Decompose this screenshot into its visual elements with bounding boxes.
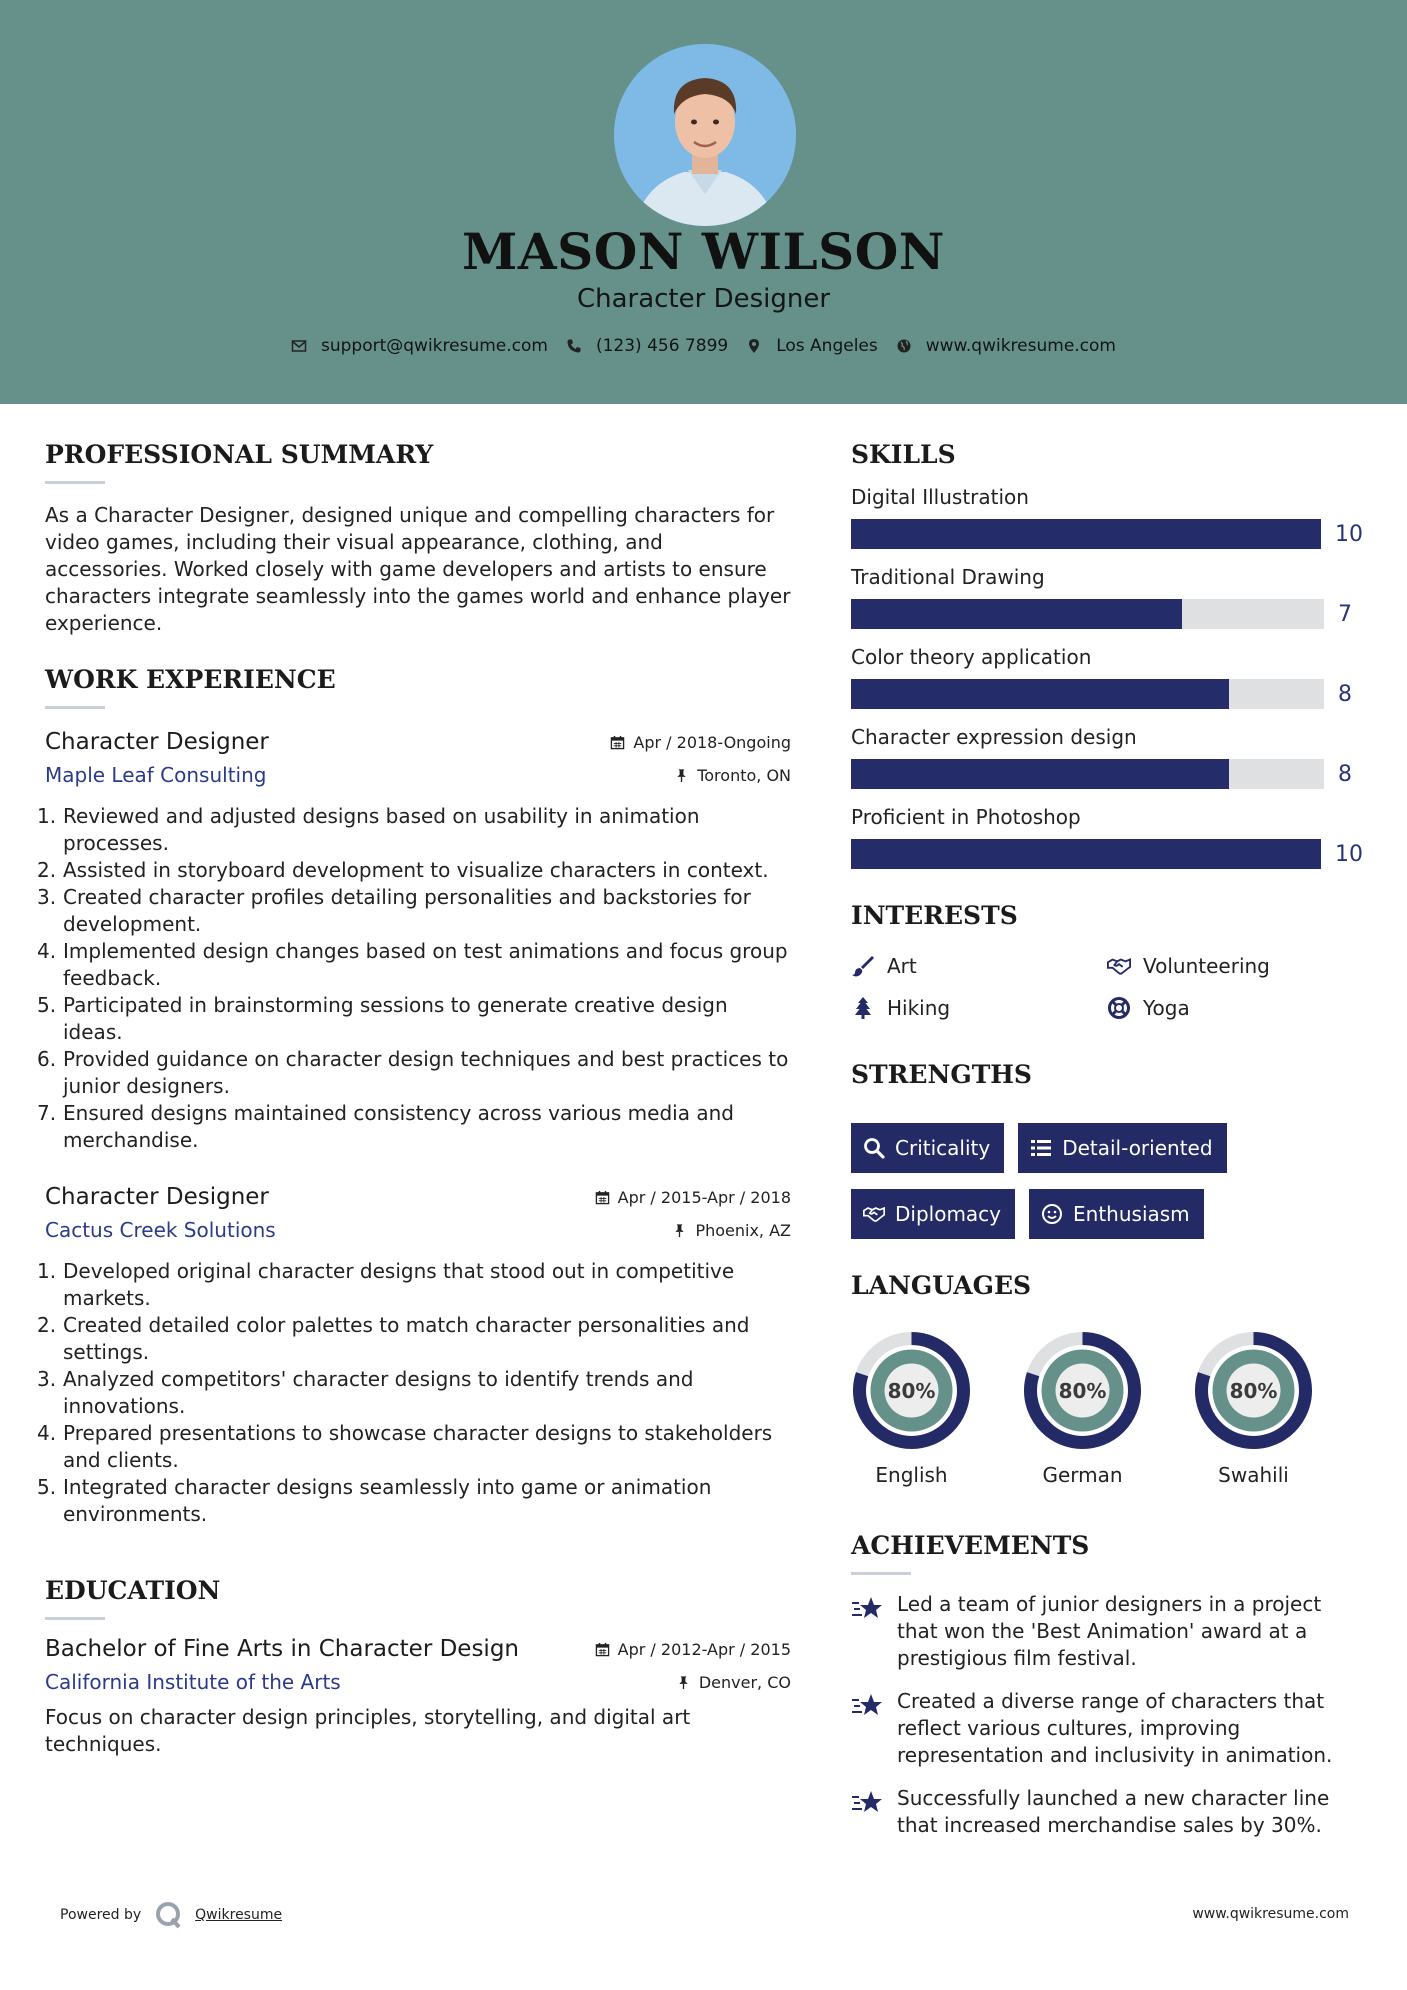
job-date-text: Apr / 2015-Apr / 2018: [617, 1187, 791, 1207]
work-title: WORK EXPERIENCE: [45, 665, 336, 694]
job-location-text: Toronto, ON: [697, 765, 791, 785]
list-item: 3. Analyzed competitors' character designs to identify trends and innovations.: [37, 1367, 694, 1418]
achievement-item: [851, 1785, 1363, 1839]
strength-chip: [1029, 1189, 1204, 1239]
achievement-item: [851, 1591, 1363, 1672]
skill-label: Traditional Drawing: [851, 565, 1045, 589]
list-item: 7. Ensured designs maintained consistency across various media and merchandise.: [37, 1101, 734, 1152]
school-name: California Institute of the Arts: [45, 1670, 341, 1694]
list-item: 2. Assisted in storyboard development to visualize characters in context.: [37, 858, 769, 882]
language-percent: 80%: [1058, 1378, 1107, 1403]
skill-item: [851, 805, 1363, 869]
job-entry: [37, 1184, 791, 1528]
languages-title: LANGUAGES: [851, 1271, 1032, 1300]
left-column: [37, 440, 791, 1758]
powered-label: Powered by: [60, 1907, 142, 1923]
interest-label: Yoga: [1143, 996, 1190, 1020]
language-name: English: [875, 1463, 948, 1487]
skill-value: 8: [1338, 761, 1352, 787]
skills-list: [851, 485, 1363, 869]
list-item: 2. Created detailed color palettes to match character personalities and settings.: [37, 1313, 750, 1364]
list-item: 6. Provided guidance on character design techniques and best practices to junior designers.: [37, 1047, 789, 1098]
strength-chip: [851, 1123, 1004, 1173]
language-name: German: [1042, 1463, 1123, 1487]
calendar-icon: [595, 1642, 610, 1657]
pushpin-icon: [672, 1223, 687, 1238]
resume-header: [0, 0, 1407, 404]
job-location-text: Phoenix, AZ: [695, 1220, 791, 1240]
strength-chip: [851, 1189, 1015, 1239]
section-divider: [45, 1617, 105, 1620]
duty-text: Created character profiles detailing personalities and backstories for development.: [63, 885, 751, 936]
duty-text: Ensured designs maintained consistency across various media and merchandise.: [63, 1101, 734, 1152]
candidate-role: Character Designer: [576, 284, 831, 314]
shooting-star-icon: [851, 1787, 885, 1817]
list-icon: [1030, 1137, 1052, 1159]
work-section: [37, 665, 791, 1528]
interest-item: [1107, 954, 1363, 978]
language-item: [1193, 1330, 1314, 1487]
strength-chip: [1018, 1123, 1226, 1173]
achievement-item: [851, 1688, 1363, 1769]
profile-photo: [614, 44, 796, 226]
education-section: [45, 1576, 791, 1758]
education-entry: [45, 1636, 791, 1758]
duty-text: Implemented design changes based on test animations and focus group feedback.: [63, 939, 788, 990]
job-title: Character Designer: [45, 729, 269, 755]
contact-email-text: support@qwikresume.com: [321, 336, 548, 356]
interest-item: [851, 996, 1107, 1020]
footer-website[interactable]: www.qwikresume.com: [1192, 1906, 1349, 1922]
job-location: [674, 766, 791, 785]
achievement-text: Created a diverse range of characters that reflect various cultures, improving representation and inclusivity in animation.: [897, 1689, 1333, 1767]
shooting-star-icon: [851, 1690, 885, 1720]
languages-list: [851, 1330, 1363, 1487]
pushpin-icon: [674, 768, 689, 783]
interest-label: Art: [887, 954, 917, 978]
job-date: [610, 733, 791, 752]
contact-website[interactable]: [896, 336, 1116, 356]
list-item: 4. Prepared presentations to showcase character designs to stakeholders and clients.: [37, 1421, 773, 1472]
duty-list: [37, 1258, 791, 1528]
handshake-icon: [1107, 954, 1131, 978]
language-item: [1022, 1330, 1143, 1487]
globe-icon: [896, 338, 912, 354]
skill-fill: [851, 759, 1229, 789]
section-divider: [45, 706, 105, 709]
skill-item: [851, 565, 1363, 629]
job-title: Character Designer: [45, 1184, 269, 1210]
language-ring: [851, 1330, 972, 1451]
list-item: 4. Implemented design changes based on test animations and focus group feedback.: [37, 939, 788, 990]
duty-text: Reviewed and adjusted designs based on usability in animation processes.: [63, 804, 700, 855]
lifebuoy-icon: [1107, 996, 1131, 1020]
powered-by: [60, 1900, 282, 1930]
languages-section: [851, 1271, 1363, 1487]
skill-item: [851, 485, 1363, 549]
skill-fill: [851, 519, 1321, 549]
pushpin-icon: [676, 1675, 691, 1690]
envelope-icon: [291, 338, 307, 354]
strength-label: Diplomacy: [895, 1202, 1002, 1226]
education-location: [676, 1673, 791, 1692]
phone-icon: [566, 338, 582, 354]
calendar-icon: [610, 735, 625, 750]
skill-item: [851, 645, 1363, 709]
achievement-text: Successfully launched a new character line that increased merchandise sales by 30%.: [897, 1786, 1330, 1837]
interest-label: Hiking: [887, 996, 951, 1020]
duty-text: Provided guidance on character design techniques and best practices to junior designers.: [63, 1047, 789, 1098]
duty-text: Developed original character designs that stood out in competitive markets.: [63, 1259, 735, 1310]
duty-text: Integrated character designs seamlessly into game or animation environments.: [63, 1475, 712, 1526]
education-text: Focus on character design principles, storytelling, and digital art techniques.: [45, 1705, 691, 1756]
education-title: EDUCATION: [45, 1576, 221, 1605]
skill-fill: [851, 599, 1182, 629]
tree-icon: [851, 996, 875, 1020]
company-name: Cactus Creek Solutions: [45, 1218, 276, 1242]
strengths-title: STRENGTHS: [851, 1060, 1032, 1089]
section-divider: [851, 1572, 911, 1575]
qwikresume-logo-icon: [153, 1900, 183, 1930]
skill-item: [851, 725, 1363, 789]
interest-item: [1107, 996, 1363, 1020]
achievements-title: ACHIEVEMENTS: [851, 1531, 1090, 1560]
duty-text: Assisted in storyboard development to visualize characters in context.: [63, 858, 769, 882]
contact-location: [746, 336, 878, 356]
summary-text: As a Character Designer, designed unique and compelling characters for video games, including their visual appearance, clothing, and accessories. Worked closely with game developers and artists to ensure characters integrate seamlessly into the games world and enhance player experience.: [45, 503, 791, 635]
summary-title: PROFESSIONAL SUMMARY: [45, 440, 434, 469]
education-location-text: Denver, CO: [698, 1672, 791, 1692]
skill-track: [851, 599, 1324, 629]
paintbrush-icon: [851, 954, 875, 978]
duty-list: [37, 803, 791, 1154]
candidate-name: MASON WILSON: [462, 222, 945, 281]
contact-bar: [0, 336, 1407, 356]
brand-link[interactable]: Qwikresume: [195, 1907, 283, 1923]
list-item: 1. Developed original character designs that stood out in competitive markets.: [37, 1259, 735, 1310]
skill-track: [851, 759, 1324, 789]
interests-title: INTERESTS: [851, 901, 1018, 930]
strength-label: Criticality: [895, 1136, 991, 1160]
strength-label: Detail-oriented: [1062, 1136, 1213, 1160]
list-item: 5. Integrated character designs seamlessly into game or animation environments.: [37, 1475, 712, 1526]
smile-icon: [1041, 1203, 1063, 1225]
skill-value: 10: [1335, 841, 1363, 867]
skill-fill: [851, 839, 1321, 869]
skill-fill: [851, 679, 1229, 709]
interest-label: Volunteering: [1143, 954, 1270, 978]
shooting-star-icon: [851, 1593, 885, 1623]
right-column: [851, 440, 1363, 1839]
contact-phone-text: (123) 456 7899: [595, 336, 729, 356]
contact-website-text: www.qwikresume.com: [925, 336, 1116, 356]
job-date-text: Apr / 2018-Ongoing: [633, 732, 791, 752]
skill-label: Digital Illustration: [851, 485, 1029, 509]
contact-email[interactable]: [291, 336, 548, 356]
language-ring: [1193, 1330, 1314, 1451]
interest-item: [851, 954, 1107, 978]
duty-text: Prepared presentations to showcase character designs to stakeholders and clients.: [63, 1421, 773, 1472]
duty-text: Participated in brainstorming sessions to generate creative design ideas.: [63, 993, 728, 1044]
achievements-section: [851, 1531, 1363, 1839]
list-item: 5. Participated in brainstorming sessions to generate creative design ideas.: [37, 993, 728, 1044]
skill-value: 10: [1335, 521, 1363, 547]
strengths-section: [851, 1060, 1363, 1239]
education-date-text: Apr / 2012-Apr / 2015: [617, 1639, 791, 1659]
summary-section: [45, 440, 791, 637]
skills-title: SKILLS: [851, 440, 956, 469]
skill-value: 7: [1338, 601, 1352, 627]
handshake-icon: [863, 1203, 885, 1225]
job-location: [672, 1221, 791, 1240]
skills-section: [851, 440, 1363, 869]
language-name: Swahili: [1218, 1463, 1289, 1487]
language-percent: 80%: [887, 1378, 936, 1403]
duty-text: Created detailed color palettes to match character personalities and settings.: [63, 1313, 750, 1364]
contact-phone[interactable]: [566, 336, 728, 356]
language-percent: 80%: [1229, 1378, 1278, 1403]
skill-label: Proficient in Photoshop: [851, 805, 1081, 829]
contact-location-text: Los Angeles: [776, 336, 878, 356]
skill-label: Character expression design: [851, 725, 1137, 749]
skill-label: Color theory application: [851, 645, 1092, 669]
skill-track: [851, 679, 1324, 709]
section-divider: [45, 481, 105, 484]
language-ring: [1022, 1330, 1143, 1451]
calendar-icon: [595, 1190, 610, 1205]
skill-track: [851, 519, 1321, 549]
job-date: [595, 1188, 791, 1207]
degree-name: Bachelor of Fine Arts in Character Design: [45, 1636, 519, 1662]
language-item: [851, 1330, 972, 1487]
list-item: 3. Created character profiles detailing personalities and backstories for development.: [37, 885, 751, 936]
search-icon: [863, 1137, 885, 1159]
skill-value: 8: [1338, 681, 1352, 707]
skill-track: [851, 839, 1321, 869]
location-pin-icon: [746, 338, 762, 354]
achievement-text: Led a team of junior designers in a project that won the 'Best Animation' award at a prestigious film festival.: [897, 1592, 1322, 1670]
company-name: Maple Leaf Consulting: [45, 763, 267, 787]
avatar: [614, 44, 796, 226]
education-date: [595, 1640, 791, 1659]
interests-section: [851, 901, 1363, 1020]
duty-text: Analyzed competitors' character designs to identify trends and innovations.: [63, 1367, 694, 1418]
strength-label: Enthusiasm: [1073, 1202, 1190, 1226]
list-item: 1. Reviewed and adjusted designs based on usability in animation processes.: [37, 804, 700, 855]
job-entry: [37, 729, 791, 1154]
